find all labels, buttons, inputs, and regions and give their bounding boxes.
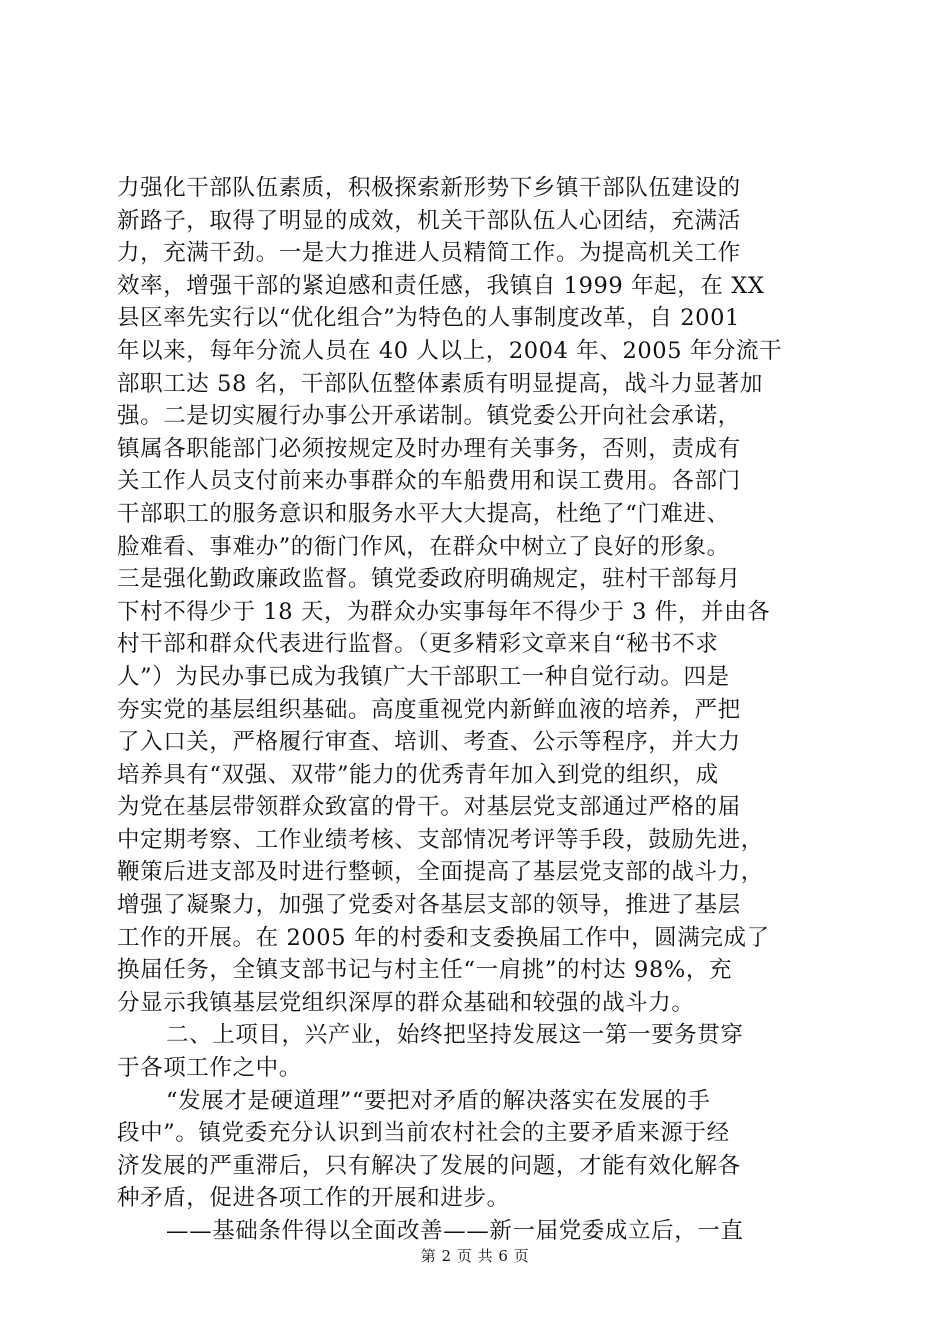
text-line: 效率，增强干部的紧迫感和责任感，我镇自 1999 年起，在 XX bbox=[117, 272, 765, 299]
text-line: 种矛盾，促进各项工作的开展和进步。 bbox=[117, 1185, 510, 1212]
text-line: 夯实党的基层组织基础。高度重视党内新鲜血液的培养，严把 bbox=[117, 696, 741, 723]
text-line: 干部职工的服务意识和服务水平大大提高，杜绝了“门难进、 bbox=[117, 500, 730, 527]
text-line: 为党在基层带领群众致富的骨干。对基层党支部通过严格的届 bbox=[117, 794, 741, 821]
text-line: 分显示我镇基层党组织深厚的群众基础和较强的战斗力。 bbox=[117, 989, 695, 1016]
text-line: 关工作人员支付前来办事群众的车船费用和误工费用。各部门 bbox=[117, 468, 741, 495]
text-line: 力，充满干劲。一是大力推进人员精简工作。为提高机关工作 bbox=[117, 240, 741, 267]
text-line: 了入口关，严格履行审查、培训、考查、公示等程序，并大力 bbox=[117, 729, 741, 756]
text-line: 村干部和群众代表进行监督。（更多精彩文章来自“秘书不求 bbox=[117, 631, 719, 658]
text-line: 二、上项目，兴产业，始终把坚持发展这一第一要务贯穿 bbox=[166, 1022, 744, 1049]
text-line: 力强化干部队伍素质，积极探索新形势下乡镇干部队伍建设的 bbox=[117, 175, 741, 201]
text-line: 下村不得少于 18 天，为群众办实事每年不得少于 3 件，并由各 bbox=[117, 598, 771, 625]
text-line: 增强了凝聚力，加强了党委对各基层支部的领导，推进了基层 bbox=[117, 892, 741, 919]
text-line: 镇属各职能部门必须按规定及时办理有关事务，否则，责成有 bbox=[117, 435, 741, 462]
text-line: 强。二是切实履行办事公开承诺制。镇党委公开向社会承诺， bbox=[117, 403, 741, 430]
text-line: 人”）为民办事已成为我镇广大干部职工一种自觉行动。四是 bbox=[117, 663, 730, 690]
text-line: 于各项工作之中。 bbox=[117, 1055, 302, 1082]
text-line: ——基础条件得以全面改善——新一届党委成立后，一直 bbox=[166, 1218, 744, 1244]
text-line: 培养具有“双强、双带”能力的优秀青年加入到党的组织，成 bbox=[117, 761, 719, 788]
text-line: 部职工达 58 名，干部队伍整体素质有明显提高，战斗力显著加 bbox=[117, 370, 763, 397]
text-line: 脸难看、事难办”的衙门作风，在群众中树立了良好的形象。 bbox=[117, 533, 730, 560]
text-line: 县区率先实行以“优化组合”为特色的人事制度改革，自 2001 bbox=[117, 305, 740, 332]
text-line: 中定期考察、工作业绩考核、支部情况考评等手段，鼓励先进， bbox=[117, 826, 764, 853]
text-line: 新路子，取得了明显的成效，机关干部队伍人心团结，充满活 bbox=[117, 207, 741, 234]
text-line: 工作的开展。在 2005 年的村委和支委换届工作中，圆满完成了 bbox=[117, 924, 770, 951]
page-footer: 第 2 页 共 6 页 bbox=[420, 1247, 530, 1265]
body-text bbox=[117, 172, 837, 1248]
text-line: 年以来，每年分流人员在 40 人以上，2004 年、2005 年分流干 bbox=[117, 337, 783, 364]
text-line: 换届任务，全镇支部书记与村主任“一肩挑”的村达 98%，充 bbox=[117, 957, 733, 984]
text-line: 三是强化勤政廉政监督。镇党委政府明确规定，驻村干部每月 bbox=[117, 566, 741, 593]
text-line: 济发展的严重滞后，只有解决了发展的问题，才能有效化解各 bbox=[117, 1152, 741, 1179]
text-line: “发展才是硬道理”“要把对矛盾的解决落实在发展的手 bbox=[166, 1087, 711, 1114]
text-line: 鞭策后进支部及时进行整顿，全面提高了基层党支部的战斗力， bbox=[117, 859, 764, 886]
text-line: 段中”。镇党委充分认识到当前农村社会的主要矛盾来源于经 bbox=[117, 1120, 730, 1147]
